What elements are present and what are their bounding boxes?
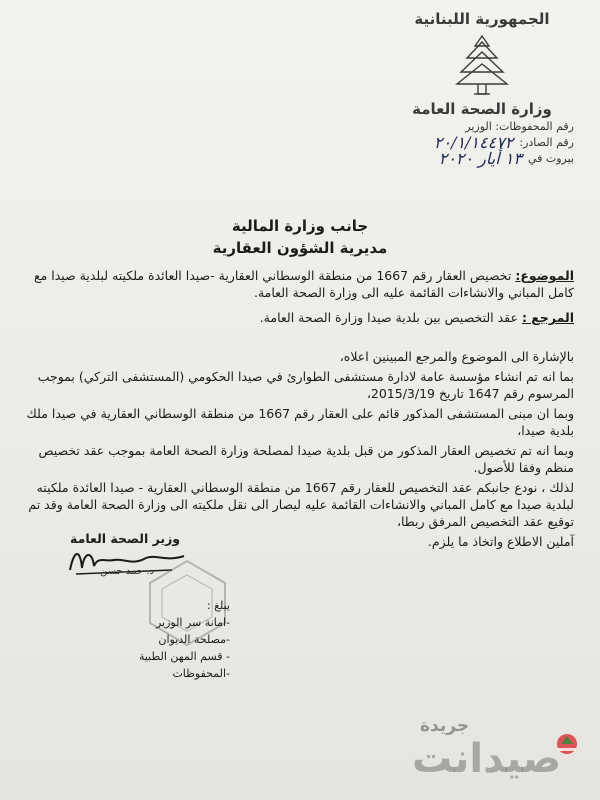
issue-date: ١٣ أيار ٢٠٢٠: [438, 148, 522, 168]
distribution-item: - قسم المهن الطبية: [138, 650, 230, 663]
subject-block: [14, 267, 574, 301]
addressee: [120, 215, 480, 259]
addressee-line-1: جانب وزارة المالية: [231, 217, 369, 235]
issue-number-label: رقم الصادر:: [519, 135, 574, 149]
letterhead: [382, 8, 582, 118]
distribution-item: -المحفوظات: [172, 667, 230, 680]
reference-text: عقد التخصيص بين بلدية صيدا وزارة الصحة العامة.: [259, 310, 518, 325]
body-paragraph: وبما انه تم تخصيص العقار المذكور من قبل بلدية صيدا لمصلحة وزارة الصحة العامة بموجب عقد تخصيص منظم وفقا للأصول.: [38, 443, 574, 475]
issue-number: ٢٠/١/١٤٤٧٢: [433, 132, 514, 152]
body-paragraph: لذلك ، نودع جانبكم عقد التخصيص للعقار رقم 1667 من منطقة الوسطاني العقارية - صيدا العائدة ملكيته لبلدية صيدا مع كامل المباني والانشاءات القائمة عليه ليصار الى نقل ملكيته الى وزارة الصحة العامة وقد تم توقيع عقد التخصيص المرفق ربطا،: [28, 480, 574, 529]
signatory-name: د. حمد حسن: [100, 566, 154, 577]
subject-label: الموضوع:: [515, 268, 574, 283]
letter-meta: [354, 118, 574, 166]
republic-title: الجمهورية اللبنانية: [414, 10, 550, 28]
subject-text: تخصيص العقار رقم 1667 من منطقة الوسطاني العقارية -صيدا العائدة ملكيته لبلدية صيدا مع كامل المباني والانشاءات القائمة عليه الى وزارة الصحة العامة.: [33, 268, 574, 300]
distribution-list: [70, 597, 230, 682]
reference-block: [14, 310, 574, 325]
distribution-item: -مصلحة الديوان: [158, 633, 230, 646]
signatory-title: وزير الصحة العامة: [70, 531, 181, 546]
watermark-small-text: جريدة: [420, 716, 470, 736]
cedar-emblem-icon: [447, 32, 517, 98]
addressee-line-2: مديرية الشؤون العقارية: [212, 239, 388, 257]
archive-number-label: رقم المحفوظات: الوزير: [465, 119, 574, 133]
place-label: بيروت في: [527, 151, 574, 165]
body-paragraph: بما انه تم انشاء مؤسسة عامة لادارة مستشفى الطوارئ في صيدا الحكومي (المستشفى التركي) بموجب المرسوم رقم 1647 تاريخ 2015/3/19،: [37, 369, 574, 401]
letter-body: [26, 348, 574, 553]
body-paragraph: بالإشارة الى الموضوع والمرجع المبينين اعلاه،: [339, 349, 574, 364]
watermark-brand-text: صيدانت: [412, 736, 562, 782]
distribution-item: -امانة سر الوزير: [155, 616, 230, 629]
ministry-name: وزارة الصحة العامة: [412, 100, 552, 118]
body-paragraph: وبما ان مبنى المستشفى المذكور قائم على العقار رقم 1667 من منطقة الوسطاني العقارية في صيدا ملك بلدية صيدا،: [26, 406, 574, 438]
body-paragraph: آملين الاطلاع واتخاذ ما يلزم.: [427, 534, 574, 549]
distribution-heading: يبلغ :: [206, 599, 230, 612]
reference-label: المرجع :: [521, 310, 574, 325]
